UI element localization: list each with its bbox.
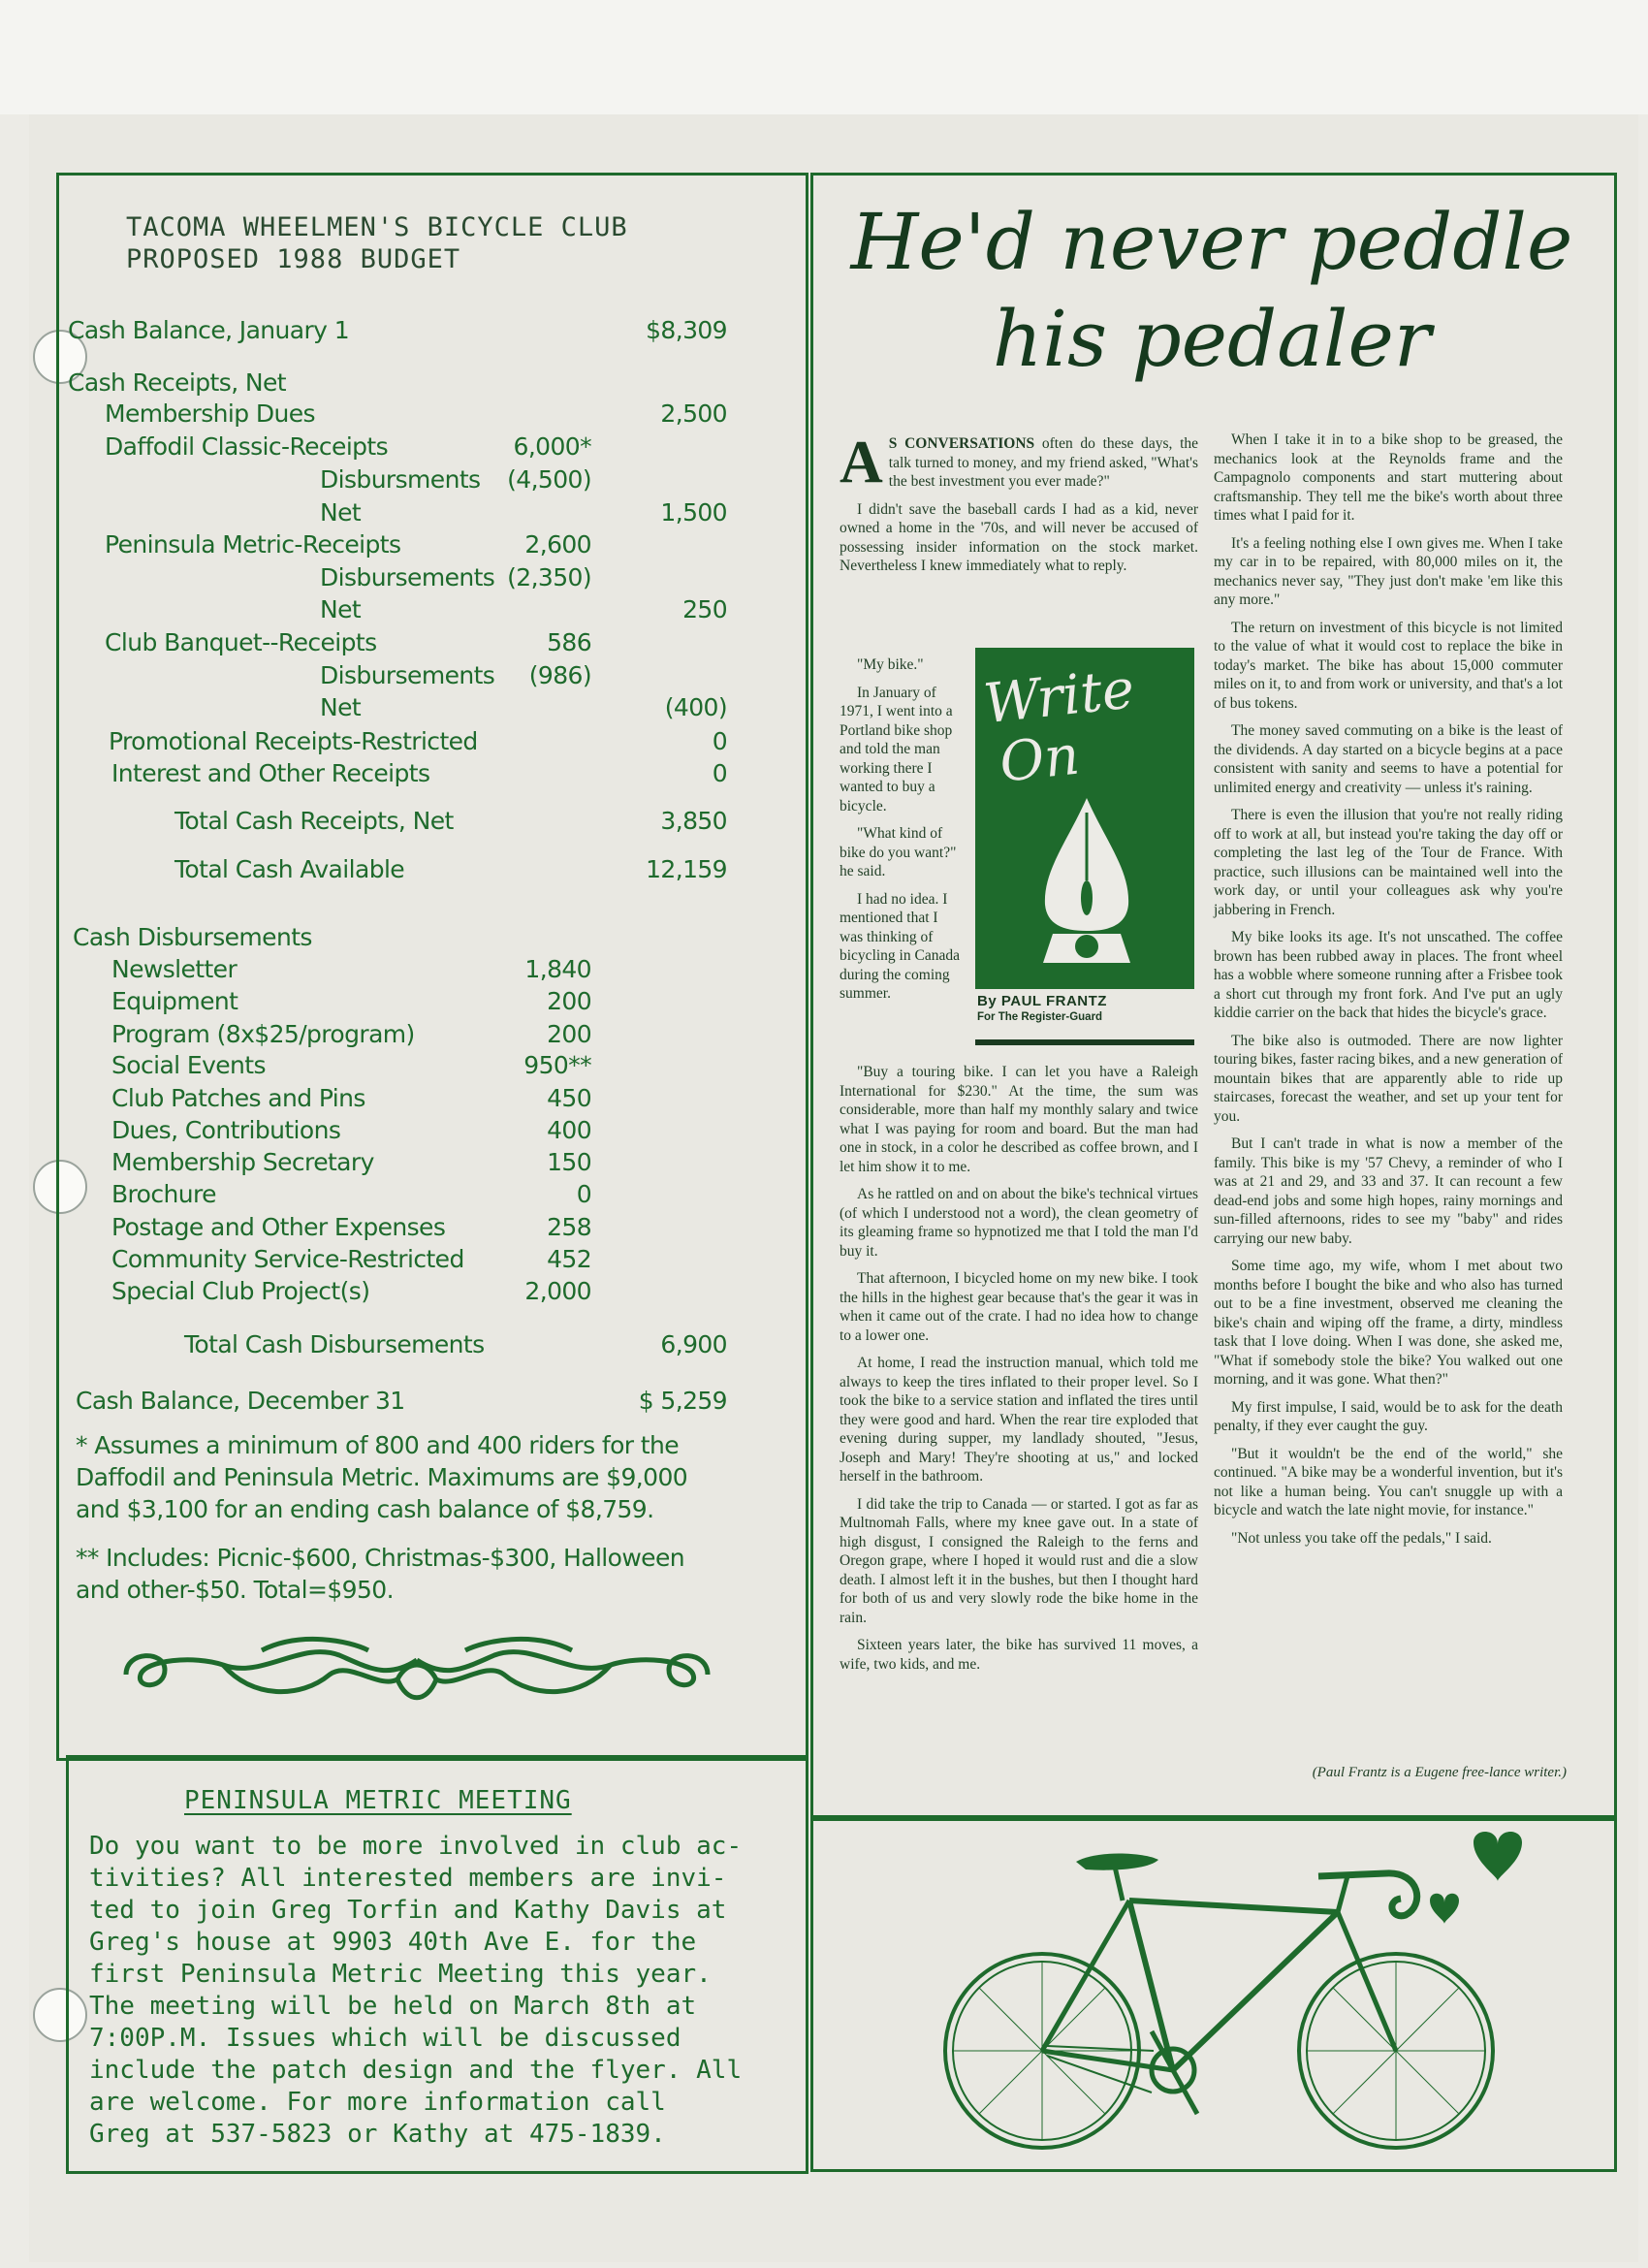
budget-row-total: (400) xyxy=(664,693,727,721)
meeting-line: tivities? All interested members are invi- xyxy=(89,1864,727,1893)
meeting-line: Do you want to be more involved in club ac- xyxy=(89,1832,743,1861)
meeting-line: ted to join Greg Torfin and Kathy Davis at xyxy=(89,1896,727,1925)
budget-row-label: Membership Secretary xyxy=(111,1148,374,1176)
budget-row-label: Club Patches and Pins xyxy=(111,1084,365,1112)
meeting-line: are welcome. For more information call xyxy=(89,2088,666,2117)
author-credit: (Paul Frantz is a Eugene free-lance writer.) xyxy=(1312,1765,1567,1780)
budget-row xyxy=(0,498,795,531)
budget-row-total: 2,500 xyxy=(660,399,727,428)
budget-row-amount: 200 xyxy=(547,1020,591,1048)
budget-row-label: Membership Dues xyxy=(105,399,315,428)
note2-line1: ** Includes: Picnic-$600, Christmas-$300, Halloween xyxy=(76,1544,684,1572)
article-paragraph: "What kind of bike do you want?" he said. xyxy=(840,825,957,879)
budget-row-label: Net xyxy=(320,595,362,623)
budget-row-total: $ 5,259 xyxy=(638,1387,727,1415)
budget-title-line1: TACOMA WHEELMEN'S BICYCLE CLUB xyxy=(126,212,628,242)
article-paragraph: "Buy a touring bike. I can let you have a Raleigh International for $230." At the time, the sum was considerable, more than half my monthly salary and twice what I was paying for room and board. But the man had one in stock, in a color he described as coffee brown, and I let him show it to me. xyxy=(840,1064,1198,1175)
budget-row-label: Total Cash Receipts, Net xyxy=(174,807,454,835)
budget-row xyxy=(0,1148,795,1181)
budget-row xyxy=(0,399,795,432)
budget-row-total: 1,500 xyxy=(660,498,727,527)
meeting-line: Greg at 537-5823 or Kathy at 475-1839. xyxy=(89,2120,666,2149)
budget-row xyxy=(0,955,795,988)
budget-row-total: 0 xyxy=(712,727,727,755)
budget-row xyxy=(0,923,795,956)
article-paragraph: The return on investment of this bicycle is not limited to the value of what it would cost to replace the bike in today's market. The bike has about 15,000 commuter miles on it, to and from work or university, and that's a lot of bus tokens. xyxy=(1214,619,1563,712)
budget-title xyxy=(126,211,628,275)
budget-row-label: Community Service-Restricted xyxy=(111,1245,464,1273)
budget-row-amount: 6,000* xyxy=(513,432,591,461)
meeting-title: PENINSULA METRIC MEETING xyxy=(184,1786,572,1815)
article-paragraph: Some time ago, my wife, whom I met about two months before I bought the bike and who also has turned out to be a fine investment, observed me cleaning the bike's chain and wiping off the frame, a dirty, mindless task that I love doing. When I was done, she asked me, "What if somebody stole the bike? You walked out one morning, and it was gone. What then?" xyxy=(1214,1258,1563,1388)
budget-row-total: 250 xyxy=(682,595,727,623)
article-paragraph: I did take the trip to Canada — or started. I got as far as Multnomah Falls, where my knee gave out. In a state of high disgust, I consigned the Raleigh to the ferns and Oregon grape, where I hoped it would rust and die a slow death. I almost left it in the bushes, but then I thought hard for both of us and very slowly rode the bike home in the rain. xyxy=(840,1495,1198,1626)
byline-rule xyxy=(975,1039,1194,1045)
article-paragraph: Sixteen years later, the bike has survived 11 moves, a wife, two kids, and me. xyxy=(840,1637,1198,1673)
meeting-line: include the patch design and the flyer. All xyxy=(89,2056,743,2085)
budget-row-amount: 586 xyxy=(547,628,591,656)
article-headline xyxy=(834,194,1590,388)
budget-row-label: Special Club Project(s) xyxy=(111,1277,370,1305)
budget-note-2 xyxy=(76,1542,754,1606)
byline-publication: For The Register-Guard xyxy=(977,1011,1103,1023)
budget-row xyxy=(0,316,795,349)
budget-row-label: Total Cash Available xyxy=(174,855,405,883)
budget-row-label: Cash Balance, January 1 xyxy=(68,316,350,344)
article-column-1-narrow xyxy=(840,655,962,1012)
note1-line2: Daffodil and Peninsula Metric. Maximums are $9,000 xyxy=(76,1463,688,1491)
budget-row-total: $8,309 xyxy=(646,316,727,344)
article-paragraph: "My bike." xyxy=(857,656,924,673)
budget-row xyxy=(0,727,795,760)
budget-row-label: Daffodil Classic-Receipts xyxy=(105,432,389,461)
byline-name: By PAUL FRANTZ xyxy=(977,993,1107,1009)
article-paragraph: At home, I read the instruction manual, which told me always to keep the tires inflated to their proper level. So I took the bike to a service station and inflated the tires until they were good and hard. When the rear tire exploded that evening during supper, my landlady shouted, "Jesus, Joseph and Mary! They're shooting at us," and locked herself in the bathroom. xyxy=(840,1355,1198,1485)
budget-row xyxy=(0,1213,795,1246)
article-column-1-top xyxy=(840,430,1199,585)
budget-row-label: Cash Balance, December 31 xyxy=(76,1387,405,1415)
budget-row xyxy=(0,432,795,465)
budget-row-amount: (986) xyxy=(528,661,591,689)
article-paragraph: In January of 1971, I went into a Portland bike shop and told the man working there I wanted to buy a bicycle. xyxy=(840,684,953,815)
note1-line3: and $3,100 for an ending cash balance of $8,759. xyxy=(76,1495,654,1523)
note1-line1: * Assumes a minimum of 800 and 400 riders for the xyxy=(76,1431,680,1459)
budget-row xyxy=(0,807,795,840)
article-paragraph: But I can't trade in what is now a member of the family. This bike is my '57 Chevy, a reminder of who I was at 21 and 29, and 33 and 37. It can recount a few dead-end jobs and some high hopes, rainy mornings and sun-filled afternoons, rides to see my "baby" and rides carrying our new baby. xyxy=(1214,1135,1563,1247)
write-on-logo xyxy=(975,648,1194,989)
article-paragraph: The money saved commuting on a bike is the least of the dividends. A day started on a bicycle begins at a pace consistent with sanity and seems to have a potential for unlimited energy and creativity — unless it's raining. xyxy=(1214,722,1563,796)
col1-paragraph: I didn't save the baseball cards I had as a kid, never owned a home in the '70s, and will never be accused of possessing insider information on the stock market. Nevertheless I knew immediately what to reply. xyxy=(840,500,1198,574)
budget-row-label: Equipment xyxy=(111,987,238,1015)
article-paragraph: "But it wouldn't be the end of the world," she continued. "A bike may be a wonderful invention, but it's not like a human being. You can't snuggle up with a bicycle and watch the late night movie, for instance." xyxy=(1214,1445,1563,1518)
write-on-line1: Write xyxy=(980,657,1138,737)
budget-row-label: Peninsula Metric-Receipts xyxy=(105,530,401,559)
headline-line2: his pedaler xyxy=(992,294,1432,384)
budget-row-label: Brochure xyxy=(111,1180,216,1208)
budget-row-label: Social Events xyxy=(111,1051,266,1079)
budget-row-label: Postage and Other Expenses xyxy=(111,1213,446,1241)
note2-line2: and other-$50. Total=$950. xyxy=(76,1576,394,1604)
budget-row-amount: 0 xyxy=(576,1180,591,1208)
article-paragraph: That afternoon, I bicycled home on my new bike. I took the hills in the highest gear because that's the gear it was in when it came out of the crate. I had no idea how to change to a lower one. xyxy=(840,1270,1198,1344)
budget-row xyxy=(0,465,795,498)
budget-row-label: Newsletter xyxy=(111,955,238,983)
budget-row xyxy=(0,1277,795,1310)
article-paragraph: When I take it in to a bike shop to be greased, the mechanics look at the Reynolds frame and the Campagnolo components and start muttering about craftsmanship. They tell me the bike's worth about three times what I paid for it. xyxy=(1214,431,1563,524)
scan-top-margin xyxy=(0,0,1648,114)
budget-row xyxy=(0,1084,795,1117)
budget-row xyxy=(0,628,795,661)
budget-row-amount: 450 xyxy=(547,1084,591,1112)
budget-row-label: Club Banquet--Receipts xyxy=(105,628,377,656)
article-paragraph: There is even the illusion that you're not really riding off to work at all, but instead you're taking the day off or completing the last leg of the Tour de France. With practice, such illusions can be maintained well into the work day, or until your colleagues ask why you're jabbering in French. xyxy=(1214,807,1563,918)
budget-row xyxy=(0,855,795,888)
lead-rest: often do these days, the talk turned to money, and my friend asked, "What's the best investment you ever made?" xyxy=(888,435,1199,490)
budget-note-1 xyxy=(76,1429,754,1525)
budget-row xyxy=(0,1387,795,1420)
budget-row xyxy=(0,1330,795,1363)
budget-row-label: Net xyxy=(320,693,362,721)
budget-row-label: Interest and Other Receipts xyxy=(111,759,430,787)
article-paragraph: The bike also is outmoded. There are now lighter touring bikes, faster racing bikes, and a new generation of mountain bikes that are apparently able to ride up staircases, forecast the weather, and set up your tent for you. xyxy=(1214,1032,1563,1125)
budget-row-amount: (4,500) xyxy=(507,465,591,494)
article-paragraph: "Not unless you take off the pedals," I said. xyxy=(1231,1529,1492,1547)
budget-row xyxy=(0,987,795,1020)
meeting-line: first Peninsula Metric Meeting this year. xyxy=(89,1960,712,1989)
write-on-wordmark xyxy=(981,659,1143,795)
budget-row xyxy=(0,595,795,628)
budget-row-total: 3,850 xyxy=(660,807,727,835)
budget-row-label: Total Cash Disbursements xyxy=(184,1330,485,1358)
budget-row-amount: 2,000 xyxy=(524,1277,591,1305)
budget-row-total: 12,159 xyxy=(646,855,727,883)
budget-row xyxy=(0,1245,795,1278)
article-paragraph: I had no idea. I mentioned that I was thinking of bicycling in Canada during the coming summer. xyxy=(840,890,960,1002)
budget-row-label: Net xyxy=(320,498,362,527)
lead-caps: S CONVERSATIONS xyxy=(888,435,1035,452)
budget-row xyxy=(0,661,795,694)
budget-row xyxy=(0,759,795,792)
meeting-line: 7:00P.M. Issues which will be discussed xyxy=(89,2024,681,2053)
article-paragraph: It's a feeling nothing else I own gives me. When I take my car in to be repaired, with 80,000 miles on it, the mechanics never say, "They just don't make 'em like this any more." xyxy=(1214,534,1563,608)
budget-row-total: 0 xyxy=(712,759,727,787)
budget-row-label: Disbursements xyxy=(320,563,495,591)
article-column-2 xyxy=(1214,431,1563,1556)
headline-line1: He'd never peddle xyxy=(850,197,1573,287)
budget-row-amount: 452 xyxy=(547,1245,591,1273)
budget-row-amount: 950** xyxy=(523,1051,591,1079)
budget-row-amount: (2,350) xyxy=(507,563,591,591)
budget-row xyxy=(0,563,795,596)
pen-nib-icon xyxy=(1014,793,1159,977)
budget-row xyxy=(0,530,795,563)
budget-row-amount: 200 xyxy=(547,987,591,1015)
article-column-1-bottom xyxy=(840,1063,1198,1682)
budget-row xyxy=(0,1020,795,1053)
budget-row xyxy=(0,1180,795,1213)
budget-row-amount: 2,600 xyxy=(524,530,591,559)
budget-row-label: Disbursements xyxy=(320,661,495,689)
article-paragraph: My bike looks its age. It's not unscathed. The coffee brown has been rubbed away in places. The front wheel has a wobble where someone running after a Frisbee took a short cut through my front fork. And I've put an ugly kiddie carrier on the back that hides the bicycle's grace. xyxy=(1214,929,1563,1021)
lead-paragraph xyxy=(840,430,1199,495)
budget-row xyxy=(0,693,795,726)
article-paragraph: My first impulse, I said, would be to ask for the death penalty, if they ever caught the guy. xyxy=(1214,1398,1563,1434)
budget-row-label: Cash Receipts, Net xyxy=(68,368,286,397)
budget-row-amount: 258 xyxy=(547,1213,591,1241)
write-on-line2: On xyxy=(997,723,1083,795)
meeting-line: The meeting will be held on March 8th at xyxy=(89,1992,697,2021)
meeting-body xyxy=(89,1831,787,2151)
budget-row-label: Dues, Contributions xyxy=(111,1116,341,1144)
budget-row-label: Program (8x$25/program) xyxy=(111,1020,415,1048)
byline xyxy=(977,993,1200,1023)
budget-row-label: Promotional Receipts-Restricted xyxy=(109,727,478,755)
budget-row-label: Disbursments xyxy=(320,465,481,494)
drop-cap: A xyxy=(840,430,883,495)
budget-row xyxy=(0,1051,795,1084)
meeting-line: Greg's house at 9903 40th Ave E. for the xyxy=(89,1928,697,1957)
article-paragraph: As he rattled on and on about the bike's technical virtues (of which I understood not a word), the clean geometry of its gleaming frame so hypnotized me that I told the man I'd buy it. xyxy=(840,1186,1198,1260)
budget-row-label: Cash Disbursements xyxy=(73,923,312,951)
decorative-flourish xyxy=(107,1621,727,1718)
budget-row xyxy=(0,368,795,401)
budget-row-amount: 1,840 xyxy=(524,955,591,983)
budget-row-amount: 400 xyxy=(547,1116,591,1144)
budget-row xyxy=(0,1116,795,1149)
bicycle-illustration xyxy=(931,1823,1570,2153)
budget-row-amount: 150 xyxy=(547,1148,591,1176)
budget-row-total: 6,900 xyxy=(660,1330,727,1358)
budget-title-line2: PROPOSED 1988 BUDGET xyxy=(126,244,461,274)
